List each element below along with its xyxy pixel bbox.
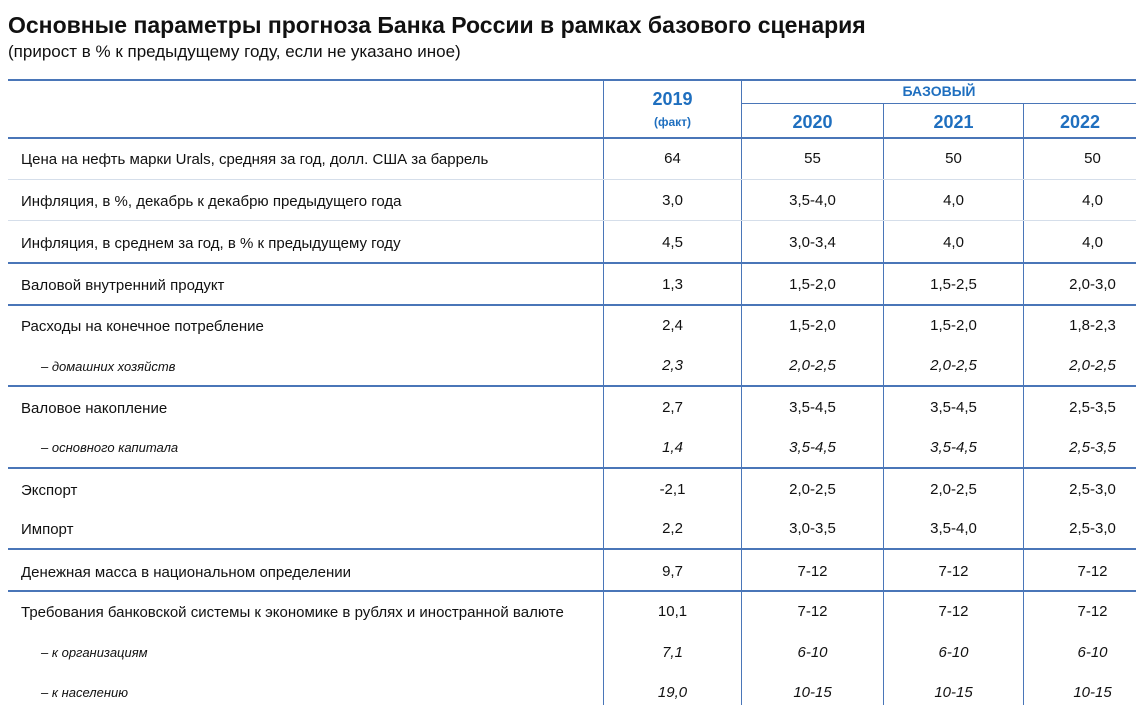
group-separator xyxy=(8,304,1136,306)
row-label-fixed-capital: – основного капитала xyxy=(41,440,179,455)
cell-2021: 7-12 xyxy=(938,603,969,620)
cell-2020: 2,0-2,5 xyxy=(789,357,836,374)
row-label-gross-accumulation: Валовое накопление xyxy=(21,400,168,417)
cell-2021: 50 xyxy=(945,150,962,167)
cell-2020: 2,0-2,5 xyxy=(789,481,836,498)
cell-2020: 55 xyxy=(804,150,821,167)
row-label-final-consumption: Расходы на конечное потребление xyxy=(21,318,264,335)
forecast-table xyxy=(8,79,1136,705)
cell-2022: 4,0 xyxy=(1082,234,1103,251)
header-year-2022: 2022 xyxy=(1059,112,1101,132)
cell-2019: 4,5 xyxy=(662,234,683,251)
header-year-2019: 2019 xyxy=(652,89,693,109)
cell-2022: 7-12 xyxy=(1077,563,1108,580)
cell-2019: 3,0 xyxy=(662,192,683,209)
cell-2020: 3,0-3,4 xyxy=(789,234,836,251)
cell-2019: 2,4 xyxy=(662,317,683,334)
cell-2021: 4,0 xyxy=(943,234,964,251)
cell-2021: 7-12 xyxy=(938,563,969,580)
page-subtitle: (прирост в % к предыдущему году, если не указано иное) xyxy=(8,42,461,61)
row-separator xyxy=(8,220,1136,221)
row-label-bank-claims: Требования банковской системы к экономике в рублях и иностранной валюте xyxy=(21,604,564,621)
cell-2021: 3,5-4,0 xyxy=(930,520,977,537)
cell-2021: 4,0 xyxy=(943,192,964,209)
cell-2020: 7-12 xyxy=(797,603,828,620)
row-separator xyxy=(8,179,1136,180)
cell-2021: 3,5-4,5 xyxy=(930,439,977,456)
cell-2022: 2,5-3,5 xyxy=(1069,439,1116,456)
cell-2019: 2,7 xyxy=(662,399,683,416)
scenario-divider xyxy=(741,103,1136,104)
cell-2022: 50 xyxy=(1084,150,1101,167)
cell-2022: 6-10 xyxy=(1077,644,1108,661)
cell-2019: 64 xyxy=(664,150,681,167)
group-separator xyxy=(8,548,1136,550)
cell-2021: 6-10 xyxy=(938,644,969,661)
header-year-2020: 2020 xyxy=(792,112,833,132)
row-label-export: Экспорт xyxy=(21,482,78,499)
group-separator xyxy=(8,467,1136,469)
cell-2021: 1,5-2,5 xyxy=(930,276,977,293)
cell-2022: 2,0-2,5 xyxy=(1069,357,1116,374)
group-separator xyxy=(8,590,1136,592)
row-label-import: Импорт xyxy=(21,521,74,538)
row-label-organizations: – к организациям xyxy=(41,645,148,660)
cell-2020: 3,5-4,0 xyxy=(789,192,836,209)
header-scenario: БАЗОВЫЙ xyxy=(902,83,976,99)
cell-2020: 1,5-2,0 xyxy=(789,317,836,334)
cell-2019: 10,1 xyxy=(657,603,688,620)
cell-2022: 2,5-3,0 xyxy=(1069,481,1116,498)
row-label-households: – домашних хозяйств xyxy=(41,359,176,374)
cell-2022: 10-15 xyxy=(1073,684,1112,701)
cell-2019: 1,4 xyxy=(662,439,683,456)
cell-2022: 7-12 xyxy=(1077,603,1108,620)
group-separator xyxy=(8,262,1136,264)
row-label-inflation-dec: Инфляция, в %, декабрь к декабрю предыдущего года xyxy=(21,193,402,210)
cell-2020: 10-15 xyxy=(793,684,832,701)
cell-2019: -2,1 xyxy=(659,481,686,498)
header-bottom-border xyxy=(8,137,1136,139)
cell-2019: 2,2 xyxy=(662,520,683,537)
group-separator xyxy=(8,385,1136,387)
cell-2020: 1,5-2,0 xyxy=(789,276,836,293)
cell-2019: 19,0 xyxy=(657,684,688,701)
cell-2019: 2,3 xyxy=(662,357,683,374)
header-year-2021: 2021 xyxy=(933,112,974,132)
cell-2020: 3,5-4,5 xyxy=(789,399,836,416)
cell-2021: 2,0-2,5 xyxy=(930,481,977,498)
row-label-population: – к населению xyxy=(41,685,128,700)
cell-2022: 1,8-2,3 xyxy=(1069,317,1116,334)
cell-2022: 2,5-3,0 xyxy=(1069,520,1116,537)
cell-2021: 2,0-2,5 xyxy=(930,357,977,374)
cell-2020: 3,5-4,5 xyxy=(789,439,836,456)
cell-2022: 2,0-3,0 xyxy=(1069,276,1116,293)
cell-2019: 1,3 xyxy=(662,276,683,293)
cell-2020: 6-10 xyxy=(797,644,828,661)
cell-2022: 4,0 xyxy=(1082,192,1103,209)
header-fact-note: (факт) xyxy=(653,115,692,129)
cell-2021: 10-15 xyxy=(934,684,973,701)
cell-2020: 7-12 xyxy=(797,563,828,580)
table-top-border xyxy=(8,79,1136,81)
row-label-inflation-avg: Инфляция, в среднем за год, в % к предыдущему году xyxy=(21,235,401,252)
cell-2019: 7,1 xyxy=(662,644,683,661)
row-label-gdp: Валовой внутренний продукт xyxy=(21,277,225,294)
cell-2019: 9,7 xyxy=(662,563,683,580)
cell-2021: 1,5-2,0 xyxy=(930,317,977,334)
cell-2020: 3,0-3,5 xyxy=(789,520,836,537)
cell-2022: 2,5-3,5 xyxy=(1069,399,1116,416)
row-label-urals-price: Цена на нефть марки Urals, средняя за год, долл. США за баррель xyxy=(21,151,489,168)
cell-2021: 3,5-4,5 xyxy=(930,399,977,416)
page-title: Основные параметры прогноза Банка России в рамках базового сценария xyxy=(8,12,866,38)
row-label-money-supply: Денежная масса в национальном определении xyxy=(21,564,351,581)
